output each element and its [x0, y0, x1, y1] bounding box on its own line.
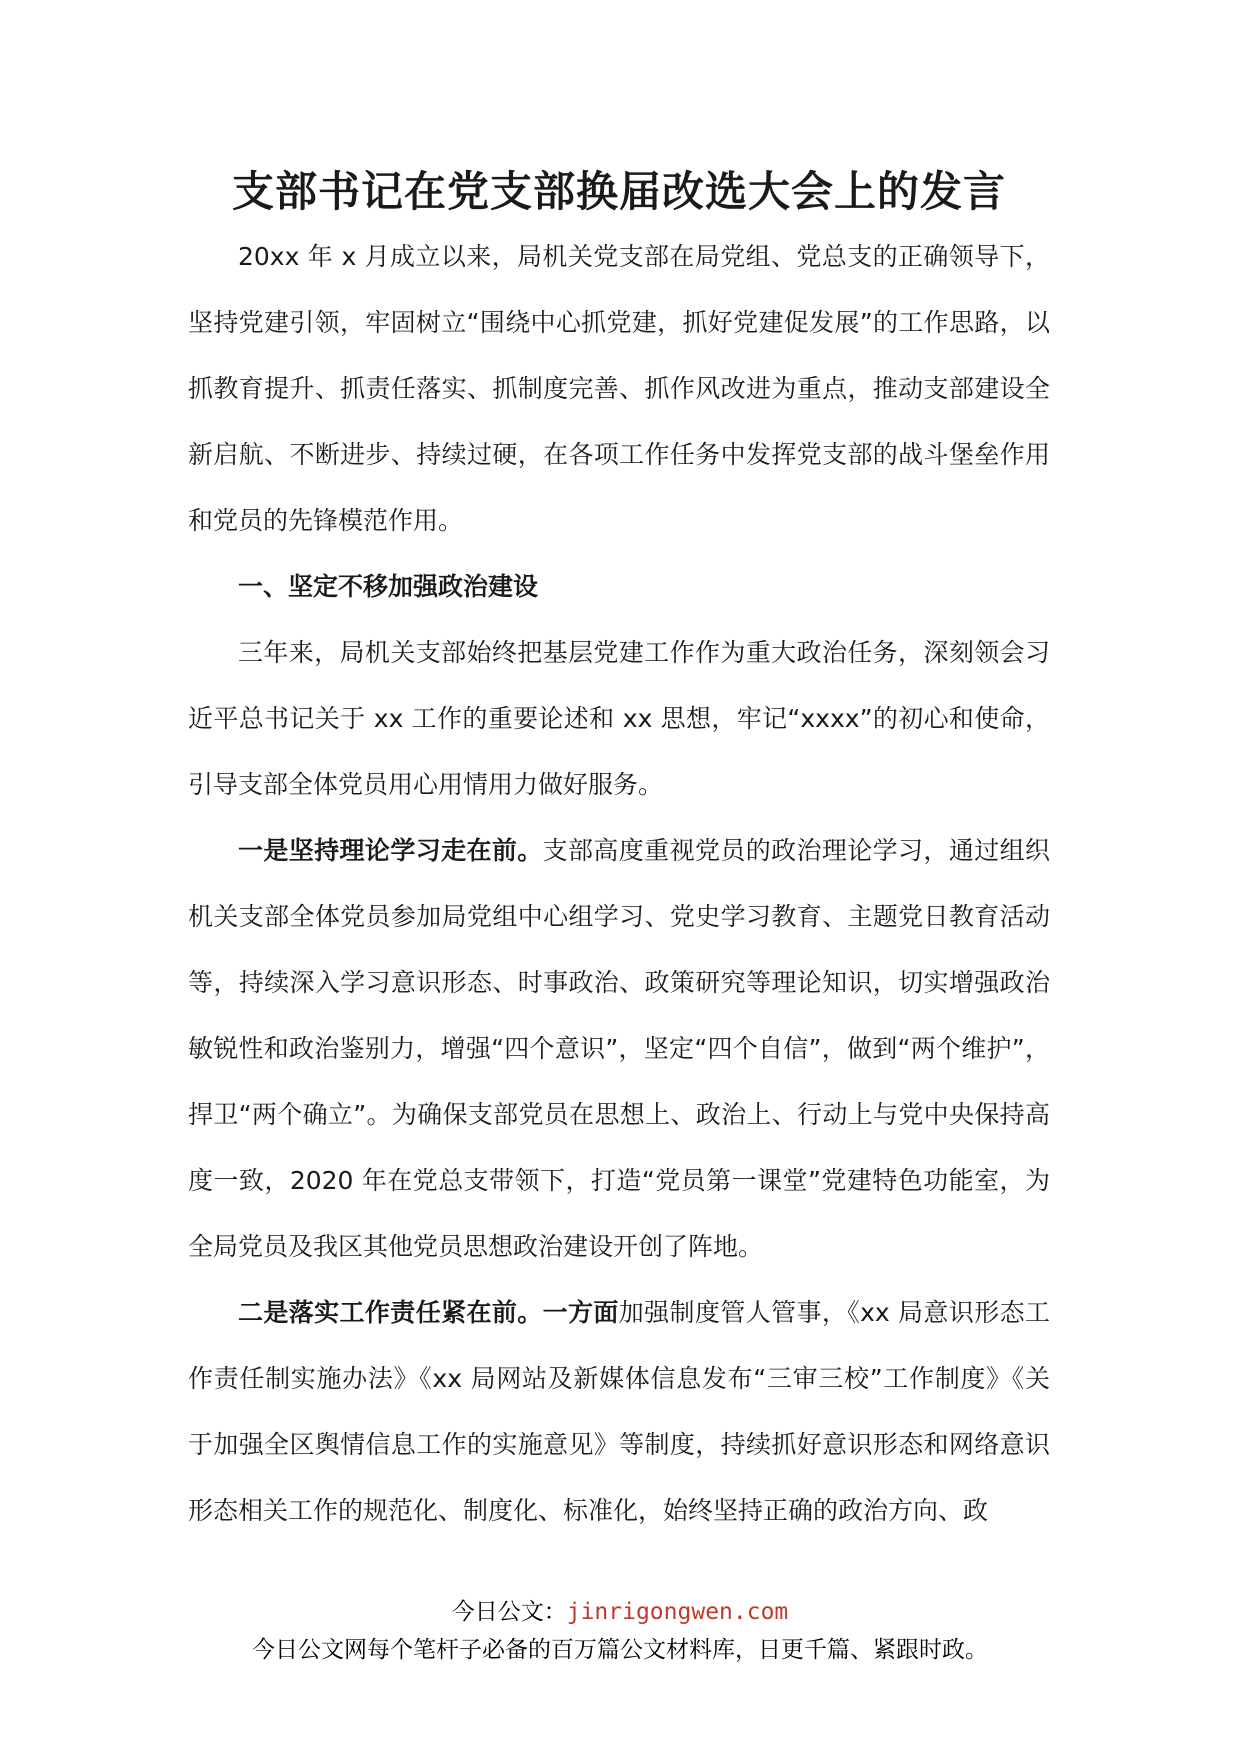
footer-label: 今日公文： — [451, 1599, 567, 1625]
footer-source — [0, 1596, 1240, 1628]
section-heading: 一、坚定不移加强政治建设 — [238, 572, 539, 601]
section-paragraph: 三年来，局机关支部始终把基层党建工作作为重大政治任务，深刻领会习近平总书记关于 xx 工作的重要论述和 xx 思想，牢记“xxxx”的初心和使命，引导支部全体党员用心用情用力做好服务。 — [188, 638, 1050, 799]
footer-url-link[interactable]: jinrigongwen.com — [566, 1599, 789, 1625]
document-title: 支部书记在党支部换届改选大会上的发言 — [231, 167, 1006, 216]
document-page — [188, 160, 1050, 1544]
point-two-sublead: 一方面 — [542, 1298, 619, 1327]
intro-paragraph: 20xx 年 x 月成立以来，局机关党支部在局党组、党总支的正确领导下，坚持党建引领，牢固树立“围绕中心抓党建，抓好党建促发展”的工作思路，以抓教育提升、抓责任落实、抓制度完善、抓作风改进为重点，推动支部建设全新启航、不断进步、持续过硬，在各项工作任务中发挥党支部的战斗堡垒作用和党员的先锋模范作用。 — [188, 242, 1050, 535]
point-two-lead: 二是落实工作责任紧在前。 — [238, 1298, 543, 1327]
footer-slogan: 今日公文网每个笔杆子必备的百万篇公文材料库，日更千篇、紧跟时政。 — [252, 1637, 988, 1663]
point-two-text: 加强制度管人管事，《xx 局意识形态工作责任制实施办法》《xx 局网站及新媒体信息发布“三审三校”工作制度》《关于加强全区舆情信息工作的实施意见》等制度，持续抓好意识形态和网络意识形态相关工作的规范化、制度化、标准化，始终坚持正确的政治方向、政 — [188, 1298, 1050, 1525]
point-one-text: 支部高度重视党员的政治理论学习，通过组织机关支部全体党员参加局党组中心组学习、党史学习教育、主题党日教育活动等，持续深入学习意识形态、时事政治、政策研究等理论知识，切实增强政治敏锐性和政治鉴别力，增强“四个意识”，坚定“四个自信”，做到“两个维护”，捍卫“两个确立”。为确保支部党员在思想上、政治上、行动上与党中央保持高度一致，2020 年在党总支带领下，打造“党员第一课堂”党建特色功能室，为全局党员及我区其他党员思想政治建设开创了阵地。 — [188, 836, 1050, 1261]
point-two-paragraph — [188, 1280, 1050, 1544]
point-one-paragraph — [188, 818, 1050, 1280]
point-one-lead: 一是坚持理论学习走在前。 — [238, 836, 543, 865]
